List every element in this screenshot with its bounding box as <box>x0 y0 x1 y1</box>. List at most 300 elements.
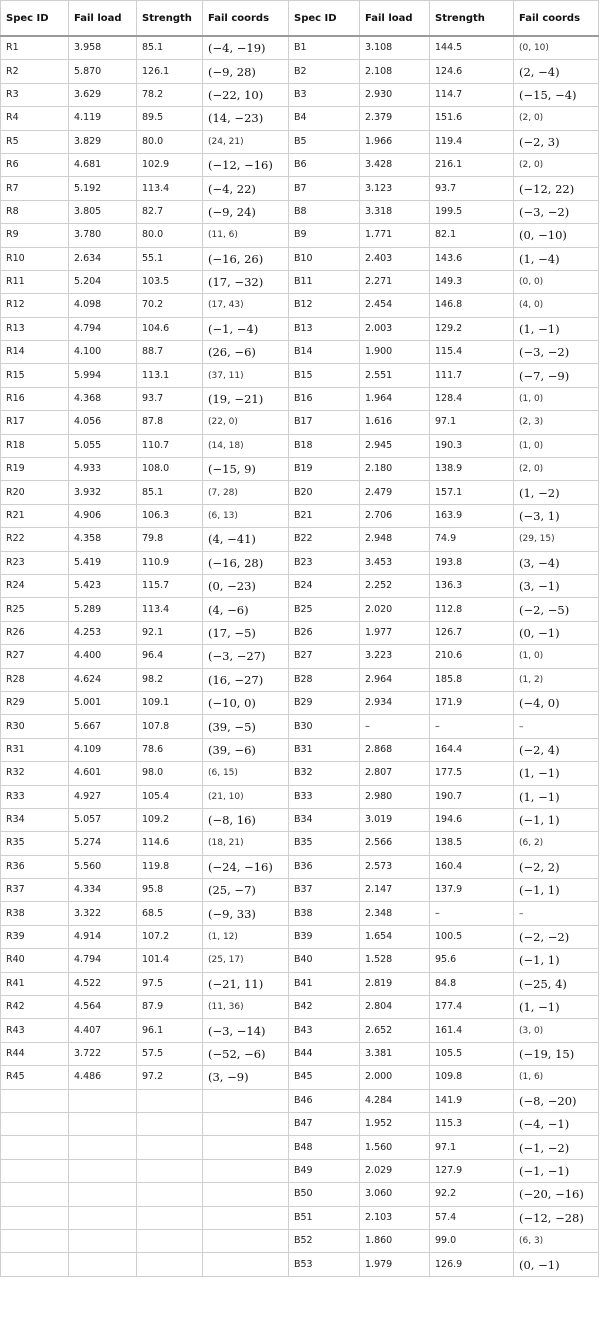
cell-strength-r: 98.0 <box>137 762 203 785</box>
cell-fail-load-r: 4.119 <box>69 107 137 130</box>
cell-fail-load-b: 2.379 <box>360 107 430 130</box>
cell-strength-r: 113.1 <box>137 364 203 387</box>
cell-fail-load-b: 2.479 <box>360 481 430 504</box>
cell-fail-coords-r: (17, −32) <box>203 270 289 293</box>
cell-fail-coords-b: (2, 0) <box>514 153 599 176</box>
cell-fail-coords-r: (−24, −16) <box>203 855 289 878</box>
cell-spec-id-r: R21 <box>1 504 69 527</box>
cell-strength-b: 115.4 <box>430 341 514 364</box>
table-row <box>1 1066 599 1089</box>
cell-fail-coords-r: (21, 10) <box>203 785 289 808</box>
cell-spec-id-b: B25 <box>289 598 360 621</box>
cell-spec-id-r: R14 <box>1 341 69 364</box>
cell-fail-coords-r: (−1, −4) <box>203 317 289 340</box>
cell-strength-b: 194.6 <box>430 808 514 831</box>
cell-fail-coords-b: (4, 0) <box>514 294 599 317</box>
cell-fail-load-b: 2.551 <box>360 364 430 387</box>
cell-fail-load-r: 4.056 <box>69 411 137 434</box>
cell-strength-b: 57.4 <box>430 1206 514 1229</box>
header-fail-coords-r: Fail coords <box>203 1 289 37</box>
cell-spec-id-b: B49 <box>289 1159 360 1182</box>
header-strength-b: Strength <box>430 1 514 37</box>
cell-fail-coords-r: (−52, −6) <box>203 1042 289 1065</box>
table-row <box>1 224 599 247</box>
cell-spec-id-b: B41 <box>289 972 360 995</box>
cell-strength-r: 109.2 <box>137 808 203 831</box>
cell-strength-r: 57.5 <box>137 1042 203 1065</box>
cell-fail-load-b: 2.348 <box>360 902 430 925</box>
cell-fail-load-b: 1.977 <box>360 621 430 644</box>
cell-spec-id-b: B32 <box>289 762 360 785</box>
cell-spec-id-b: B46 <box>289 1089 360 1112</box>
header-fail-coords-b: Fail coords <box>514 1 599 37</box>
cell-strength-b: 144.5 <box>430 36 514 60</box>
cell-fail-load-b: 2.271 <box>360 270 430 293</box>
cell-spec-id-b: B29 <box>289 691 360 714</box>
cell-fail-coords-r: (−16, 28) <box>203 551 289 574</box>
cell-strength-r: 105.4 <box>137 785 203 808</box>
cell-fail-coords-b: (−20, −16) <box>514 1183 599 1206</box>
cell-spec-id-b: B22 <box>289 528 360 551</box>
cell-fail-coords-r: (−4, −19) <box>203 36 289 60</box>
cell-spec-id-r: R27 <box>1 645 69 668</box>
cell-strength-r <box>137 1112 203 1135</box>
cell-strength-r: 104.6 <box>137 317 203 340</box>
cell-fail-load-r: 4.564 <box>69 996 137 1019</box>
cell-fail-load-b: 2.566 <box>360 832 430 855</box>
cell-fail-coords-b: (2, −4) <box>514 60 599 83</box>
cell-strength-r: 98.2 <box>137 668 203 691</box>
cell-fail-coords-r: (−8, 16) <box>203 808 289 831</box>
cell-fail-load-b: 1.952 <box>360 1112 430 1135</box>
table-row <box>1 107 599 130</box>
cell-fail-load-r: 4.486 <box>69 1066 137 1089</box>
cell-strength-b: 216.1 <box>430 153 514 176</box>
table-row <box>1 153 599 176</box>
table-row <box>1 481 599 504</box>
cell-strength-r <box>137 1136 203 1159</box>
cell-spec-id-b: B51 <box>289 1206 360 1229</box>
cell-fail-coords-r: (−4, 22) <box>203 177 289 200</box>
cell-fail-load-b: 2.003 <box>360 317 430 340</box>
cell-spec-id-b: B30 <box>289 715 360 738</box>
cell-spec-id-r: R17 <box>1 411 69 434</box>
cell-fail-load-b: 4.284 <box>360 1089 430 1112</box>
table-row <box>1 855 599 878</box>
cell-fail-coords-r: (−12, −16) <box>203 153 289 176</box>
cell-fail-coords-r <box>203 1253 289 1276</box>
header-fail-load-b: Fail load <box>360 1 430 37</box>
table-row <box>1 83 599 106</box>
cell-fail-load-r: 5.560 <box>69 855 137 878</box>
cell-fail-load-b: 2.804 <box>360 996 430 1019</box>
cell-fail-load-b: 3.223 <box>360 645 430 668</box>
cell-fail-load-b: 2.252 <box>360 574 430 597</box>
cell-fail-coords-b: (1, −1) <box>514 317 599 340</box>
table-row <box>1 832 599 855</box>
cell-spec-id-r <box>1 1183 69 1206</box>
cell-fail-load-r: 4.522 <box>69 972 137 995</box>
cell-spec-id-b: B40 <box>289 949 360 972</box>
cell-fail-load-b: 2.147 <box>360 879 430 902</box>
cell-fail-coords-b: (3, −4) <box>514 551 599 574</box>
cell-spec-id-r: R2 <box>1 60 69 83</box>
cell-strength-r: 93.7 <box>137 387 203 410</box>
cell-fail-load-b: 2.103 <box>360 1206 430 1229</box>
cell-fail-coords-r: (6, 13) <box>203 504 289 527</box>
cell-spec-id-r: R23 <box>1 551 69 574</box>
cell-fail-coords-b: (2, 0) <box>514 458 599 481</box>
cell-spec-id-b: B19 <box>289 458 360 481</box>
cell-fail-coords-r: (14, −23) <box>203 107 289 130</box>
cell-spec-id-r <box>1 1089 69 1112</box>
cell-strength-r: 78.2 <box>137 83 203 106</box>
table-row <box>1 738 599 761</box>
cell-fail-load-r: 4.100 <box>69 341 137 364</box>
cell-spec-id-b: B17 <box>289 411 360 434</box>
cell-fail-load-r: 5.289 <box>69 598 137 621</box>
cell-strength-r: 107.2 <box>137 925 203 948</box>
cell-fail-load-r: 5.994 <box>69 364 137 387</box>
cell-strength-b: 190.3 <box>430 434 514 457</box>
cell-fail-load-r: 3.932 <box>69 481 137 504</box>
cell-fail-coords-r: (22, 0) <box>203 411 289 434</box>
cell-strength-b: 129.2 <box>430 317 514 340</box>
table-row <box>1 668 599 691</box>
table-row <box>1 1183 599 1206</box>
cell-spec-id-r <box>1 1136 69 1159</box>
cell-spec-id-b: B43 <box>289 1019 360 1042</box>
cell-spec-id-b: B1 <box>289 36 360 60</box>
cell-fail-load-r: 3.805 <box>69 200 137 223</box>
cell-fail-load-r <box>69 1089 137 1112</box>
cell-spec-id-r <box>1 1253 69 1276</box>
cell-fail-coords-r: (−3, −27) <box>203 645 289 668</box>
cell-spec-id-b: B7 <box>289 177 360 200</box>
cell-fail-load-r: 5.870 <box>69 60 137 83</box>
cell-fail-load-b: 2.807 <box>360 762 430 785</box>
cell-spec-id-r: R7 <box>1 177 69 200</box>
cell-fail-coords-b: (1, −4) <box>514 247 599 270</box>
cell-strength-b: 193.8 <box>430 551 514 574</box>
cell-fail-load-b: 2.980 <box>360 785 430 808</box>
cell-strength-r: 109.1 <box>137 691 203 714</box>
cell-fail-load-b: 1.560 <box>360 1136 430 1159</box>
table-row <box>1 972 599 995</box>
cell-fail-coords-r: (18, 21) <box>203 832 289 855</box>
cell-fail-coords-b: (−4, −1) <box>514 1112 599 1135</box>
cell-fail-coords-b: (−2, −2) <box>514 925 599 948</box>
cell-fail-load-b: 1.616 <box>360 411 430 434</box>
header-spec-id-b: Spec ID <box>289 1 360 37</box>
cell-fail-coords-b: (−12, −28) <box>514 1206 599 1229</box>
cell-strength-r: 96.4 <box>137 645 203 668</box>
cell-spec-id-r: R22 <box>1 528 69 551</box>
cell-fail-coords-b: (−3, −2) <box>514 341 599 364</box>
cell-strength-b: 93.7 <box>430 177 514 200</box>
cell-strength-b: 157.1 <box>430 481 514 504</box>
cell-fail-coords-r <box>203 1183 289 1206</box>
cell-fail-coords-r: (1, 12) <box>203 925 289 948</box>
cell-strength-b: 97.1 <box>430 411 514 434</box>
cell-strength-b: 143.6 <box>430 247 514 270</box>
cell-fail-load-r: 4.794 <box>69 949 137 972</box>
cell-fail-load-r: 5.001 <box>69 691 137 714</box>
cell-strength-r <box>137 1253 203 1276</box>
cell-spec-id-r: R30 <box>1 715 69 738</box>
cell-fail-load-r <box>69 1229 137 1252</box>
cell-spec-id-r: R6 <box>1 153 69 176</box>
cell-fail-load-r: 5.423 <box>69 574 137 597</box>
cell-fail-coords-b: (2, 3) <box>514 411 599 434</box>
cell-fail-coords-r: (19, −21) <box>203 387 289 410</box>
cell-spec-id-r: R43 <box>1 1019 69 1042</box>
cell-fail-load-b: 2.020 <box>360 598 430 621</box>
cell-strength-b: 151.6 <box>430 107 514 130</box>
cell-fail-load-r: 3.829 <box>69 130 137 153</box>
cell-strength-r: 87.9 <box>137 996 203 1019</box>
cell-fail-coords-r: (−21, 11) <box>203 972 289 995</box>
cell-strength-b: 161.4 <box>430 1019 514 1042</box>
cell-spec-id-b: B38 <box>289 902 360 925</box>
cell-spec-id-r: R26 <box>1 621 69 644</box>
cell-spec-id-r: R45 <box>1 1066 69 1089</box>
cell-fail-coords-b: (1, 6) <box>514 1066 599 1089</box>
table-row <box>1 902 599 925</box>
cell-fail-load-b: 3.318 <box>360 200 430 223</box>
table-row <box>1 879 599 902</box>
cell-fail-load-r: 5.055 <box>69 434 137 457</box>
cell-strength-r <box>137 1229 203 1252</box>
cell-spec-id-r: R28 <box>1 668 69 691</box>
cell-strength-r: 80.0 <box>137 224 203 247</box>
cell-strength-r: 107.8 <box>137 715 203 738</box>
cell-spec-id-r: R20 <box>1 481 69 504</box>
cell-fail-coords-b: (−1, −2) <box>514 1136 599 1159</box>
table-row <box>1 925 599 948</box>
table-row <box>1 36 599 60</box>
cell-strength-r <box>137 1089 203 1112</box>
cell-fail-coords-b: (−19, 15) <box>514 1042 599 1065</box>
cell-strength-r <box>137 1159 203 1182</box>
cell-fail-load-b: 2.029 <box>360 1159 430 1182</box>
cell-fail-load-b: 2.108 <box>360 60 430 83</box>
cell-fail-coords-r: (−16, 26) <box>203 247 289 270</box>
cell-fail-load-b: 1.528 <box>360 949 430 972</box>
cell-spec-id-r: R10 <box>1 247 69 270</box>
cell-spec-id-r: R29 <box>1 691 69 714</box>
cell-fail-load-b: 2.868 <box>360 738 430 761</box>
cell-strength-b: 109.8 <box>430 1066 514 1089</box>
cell-strength-b: 115.3 <box>430 1112 514 1135</box>
cell-fail-load-b: 3.453 <box>360 551 430 574</box>
cell-strength-r: 92.1 <box>137 621 203 644</box>
cell-fail-coords-b: (2, 0) <box>514 107 599 130</box>
cell-fail-coords-r: (6, 15) <box>203 762 289 785</box>
cell-fail-load-b: 2.573 <box>360 855 430 878</box>
table-row <box>1 621 599 644</box>
cell-fail-load-r: 4.407 <box>69 1019 137 1042</box>
cell-spec-id-b: B36 <box>289 855 360 878</box>
cell-fail-coords-b: (6, 3) <box>514 1229 599 1252</box>
cell-spec-id-r: R32 <box>1 762 69 785</box>
table-row <box>1 60 599 83</box>
cell-fail-coords-r <box>203 1112 289 1135</box>
cell-spec-id-b: B3 <box>289 83 360 106</box>
cell-fail-load-r: 5.204 <box>69 270 137 293</box>
table-row <box>1 691 599 714</box>
cell-fail-load-r: 4.253 <box>69 621 137 644</box>
cell-fail-coords-r: (3, −9) <box>203 1066 289 1089</box>
cell-fail-coords-b: (0, 0) <box>514 270 599 293</box>
cell-fail-load-r: 5.192 <box>69 177 137 200</box>
cell-spec-id-r: R9 <box>1 224 69 247</box>
cell-fail-load-b: 2.454 <box>360 294 430 317</box>
cell-fail-load-r <box>69 1159 137 1182</box>
cell-fail-coords-r <box>203 1229 289 1252</box>
cell-fail-coords-b: – <box>514 902 599 925</box>
cell-spec-id-b: B18 <box>289 434 360 457</box>
cell-fail-coords-b: (1, −2) <box>514 481 599 504</box>
cell-fail-coords-r: (11, 36) <box>203 996 289 1019</box>
cell-fail-coords-b: (1, 2) <box>514 668 599 691</box>
table-row <box>1 294 599 317</box>
cell-fail-coords-b: (1, 0) <box>514 645 599 668</box>
cell-spec-id-b: B28 <box>289 668 360 691</box>
cell-fail-coords-r: (−3, −14) <box>203 1019 289 1042</box>
cell-fail-load-r: 3.629 <box>69 83 137 106</box>
cell-fail-coords-r: (−22, 10) <box>203 83 289 106</box>
cell-fail-coords-r: (25, 17) <box>203 949 289 972</box>
cell-strength-r: 114.6 <box>137 832 203 855</box>
cell-fail-load-r: 5.419 <box>69 551 137 574</box>
cell-fail-coords-r: (24, 21) <box>203 130 289 153</box>
cell-fail-coords-r: (−10, 0) <box>203 691 289 714</box>
cell-strength-r: 103.5 <box>137 270 203 293</box>
cell-spec-id-r: R16 <box>1 387 69 410</box>
cell-spec-id-r: R5 <box>1 130 69 153</box>
cell-fail-coords-b: (−12, 22) <box>514 177 599 200</box>
cell-fail-load-b: 2.180 <box>360 458 430 481</box>
cell-strength-r: 95.8 <box>137 879 203 902</box>
cell-strength-b: 126.7 <box>430 621 514 644</box>
cell-fail-coords-r <box>203 1159 289 1182</box>
table-row <box>1 1089 599 1112</box>
cell-fail-coords-b: (−8, −20) <box>514 1089 599 1112</box>
table-row <box>1 949 599 972</box>
cell-strength-r: 106.3 <box>137 504 203 527</box>
table-row <box>1 1159 599 1182</box>
cell-spec-id-b: B26 <box>289 621 360 644</box>
cell-spec-id-b: B15 <box>289 364 360 387</box>
cell-spec-id-r: R33 <box>1 785 69 808</box>
cell-fail-coords-b: (3, 0) <box>514 1019 599 1042</box>
cell-strength-r: 102.9 <box>137 153 203 176</box>
cell-strength-r <box>137 1183 203 1206</box>
cell-strength-b: 97.1 <box>430 1136 514 1159</box>
cell-spec-id-b: B13 <box>289 317 360 340</box>
cell-strength-r: 113.4 <box>137 177 203 200</box>
cell-fail-coords-r: (4, −41) <box>203 528 289 551</box>
cell-fail-load-r: 5.274 <box>69 832 137 855</box>
table-row <box>1 434 599 457</box>
cell-fail-load-r: 4.624 <box>69 668 137 691</box>
cell-fail-coords-b: (−2, 4) <box>514 738 599 761</box>
cell-strength-b: 74.9 <box>430 528 514 551</box>
cell-spec-id-b: B34 <box>289 808 360 831</box>
cell-spec-id-r: R34 <box>1 808 69 831</box>
cell-fail-load-r: 3.322 <box>69 902 137 925</box>
cell-spec-id-b: B9 <box>289 224 360 247</box>
cell-fail-coords-b: (−3, −2) <box>514 200 599 223</box>
cell-spec-id-r: R18 <box>1 434 69 457</box>
cell-fail-coords-r: (7, 28) <box>203 481 289 504</box>
cell-fail-coords-b: (1, −1) <box>514 785 599 808</box>
cell-strength-r: 97.2 <box>137 1066 203 1089</box>
cell-strength-r: 68.5 <box>137 902 203 925</box>
table-row <box>1 574 599 597</box>
cell-spec-id-r <box>1 1229 69 1252</box>
cell-spec-id-b: B20 <box>289 481 360 504</box>
cell-fail-load-b: 2.819 <box>360 972 430 995</box>
cell-spec-id-r: R11 <box>1 270 69 293</box>
cell-fail-coords-b: (0, 10) <box>514 36 599 60</box>
cell-fail-coords-r: (26, −6) <box>203 341 289 364</box>
cell-fail-coords-r <box>203 1206 289 1229</box>
cell-strength-b: – <box>430 902 514 925</box>
table-row <box>1 387 599 410</box>
cell-spec-id-b: B23 <box>289 551 360 574</box>
table-row <box>1 411 599 434</box>
cell-spec-id-r: R12 <box>1 294 69 317</box>
cell-fail-coords-b: (−1, −1) <box>514 1159 599 1182</box>
cell-strength-b: 171.9 <box>430 691 514 714</box>
cell-fail-load-r: 4.334 <box>69 879 137 902</box>
table-row <box>1 551 599 574</box>
cell-strength-r: 96.1 <box>137 1019 203 1042</box>
cell-fail-load-b: 3.428 <box>360 153 430 176</box>
cell-fail-coords-b: (29, 15) <box>514 528 599 551</box>
header-strength-r: Strength <box>137 1 203 37</box>
cell-strength-b: 138.9 <box>430 458 514 481</box>
cell-fail-coords-r: (−9, 33) <box>203 902 289 925</box>
cell-strength-b: 111.7 <box>430 364 514 387</box>
cell-strength-b: 84.8 <box>430 972 514 995</box>
cell-fail-load-b: 1.860 <box>360 1229 430 1252</box>
cell-spec-id-b: B4 <box>289 107 360 130</box>
cell-fail-load-r: 4.109 <box>69 738 137 761</box>
cell-strength-b: 141.9 <box>430 1089 514 1112</box>
cell-fail-coords-b: (−2, −5) <box>514 598 599 621</box>
cell-strength-b: 128.4 <box>430 387 514 410</box>
cell-strength-b: 127.9 <box>430 1159 514 1182</box>
cell-strength-b: 199.5 <box>430 200 514 223</box>
cell-fail-load-r <box>69 1253 137 1276</box>
cell-fail-coords-r: (39, −6) <box>203 738 289 761</box>
cell-strength-b: 100.5 <box>430 925 514 948</box>
cell-fail-load-r <box>69 1183 137 1206</box>
cell-strength-b: 164.4 <box>430 738 514 761</box>
cell-spec-id-r: R3 <box>1 83 69 106</box>
cell-fail-load-r: 4.933 <box>69 458 137 481</box>
cell-fail-coords-r: (17, 43) <box>203 294 289 317</box>
cell-spec-id-b: B10 <box>289 247 360 270</box>
cell-fail-load-r: 4.601 <box>69 762 137 785</box>
cell-strength-b: 99.0 <box>430 1229 514 1252</box>
cell-fail-coords-r: (11, 6) <box>203 224 289 247</box>
cell-strength-b: 146.8 <box>430 294 514 317</box>
cell-fail-coords-b: (0, −10) <box>514 224 599 247</box>
